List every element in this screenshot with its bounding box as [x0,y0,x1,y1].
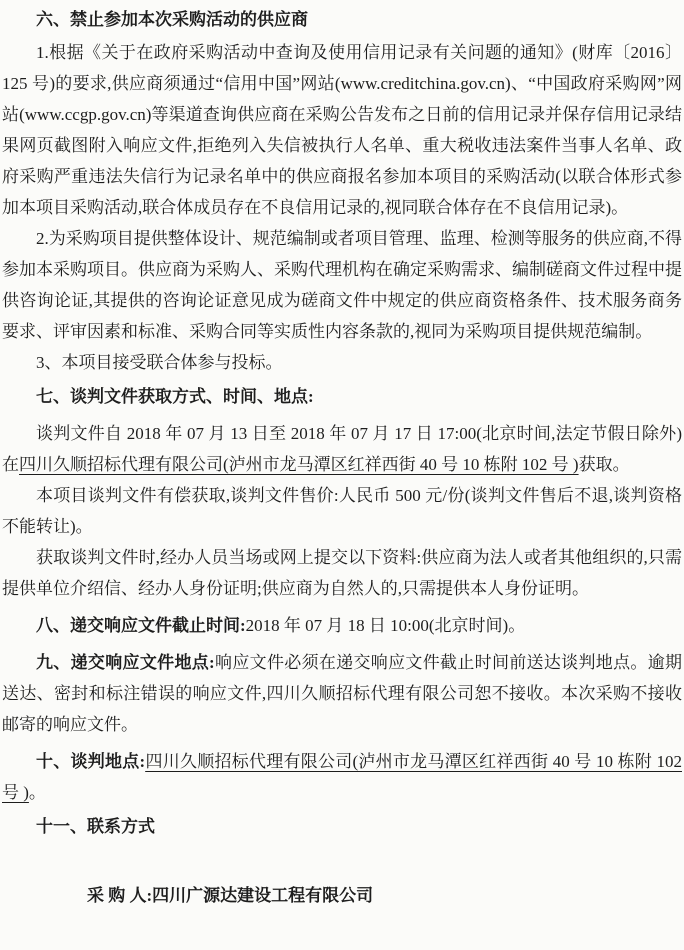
text-run: 十一、联系方式 [36,817,155,836]
text-run: 。 [28,783,46,802]
para-obtain-materials [2,542,682,604]
para-consulting-restriction [2,223,682,347]
text-run: 七、谈判文件获取方式、时间、地点: [36,387,314,406]
para-document-obtain-time [2,418,682,480]
para-submission-place [2,647,682,740]
text-run: 获取。 [578,455,630,474]
heading-section-7 [2,381,682,412]
text-run: 八、递交响应文件截止时间: [36,616,246,635]
para-consortium-bidding [2,347,682,378]
para-submission-deadline [2,610,682,641]
heading-section-6 [2,4,682,35]
text-run: 响应文件必须在递交响应文件截止时间前送达谈判地点。逾期送达、密封和标注错误的响应文件,四川久顺招标代理有限公司恕不接收。本次采购不接收邮寄的响应文件。 [2,653,682,734]
text-run: 谈判文件自 2018 年 07 月 13 日至 2018 年 07 月 17 日 17:00(北京时间,法定节假日除外)在 [2,424,682,474]
para-document-price [2,480,682,542]
text-run: 九、递交响应文件地点: [36,653,215,672]
text-run: 本项目谈判文件有偿获取,谈判文件售价:人民币 500 元/份(谈判文件售后不退,谈判资格不能转让)。 [2,486,682,536]
heading-section-11 [2,811,682,842]
text-run: 3、本项目接受联合体参与投标。 [36,353,283,372]
text-run: 十、谈判地点: [36,752,146,771]
para-negotiation-place [2,746,682,808]
underlined-address-text: 四川久顺招标代理有限公司(泸州市龙马潭区红祥西街 40 号 10 栋附 102 号 ) [19,455,579,474]
text-run: 2018 年 07 月 18 日 10:00(北京时间)。 [245,616,526,635]
underlined-address-text: 四川久顺招标代理有限公司(泸州市龙马潭区红祥西街 40 号 10 栋附 102 号 ) [2,752,682,802]
text-run: 采 购 人:四川广源达建设工程有限公司 [87,886,374,905]
text-run: 1.根据《关于在政府采购活动中查询及使用信用记录有关问题的通知》(财库〔2016〕125 号)的要求,供应商须通过“信用中国”网站(www.creditchina.gov.cn)、“中国政府采购网”网站(www.ccgp.gov.cn)等渠道查询供应商在采购公告发布之日前的信用记录并保存信用记录结果网页截图附入响应文件,拒绝列入失信被执行人名单、重大税收违法案件当事人名单、政府采购严重违法失信行为记录名单中的供应商报名参加本项目的采购活动(以联合体形式参加本项目采购活动,联合体成员存在不良信用记录的,视同联合体存在不良信用记录)。 [2,43,682,217]
contact-purchaser [2,880,682,911]
text-run: 六、禁止参加本次采购活动的供应商 [36,10,308,29]
text-run: 获取谈判文件时,经办人员当场或网上提交以下资料:供应商为法人或者其他组织的,只需提供单位介绍信、经办人身份证明;供应商为自然人的,只需提供本人身份证明。 [2,548,682,598]
para-credit-record-requirement [2,37,682,223]
text-run: 2.为采购项目提供整体设计、规范编制或者项目管理、监理、检测等服务的供应商,不得参加本采购项目。供应商为采购人、采购代理机构在确定采购需求、编制磋商文件过程中提供咨询论证,其提供的咨询论证意见成为磋商文件中规定的供应商资格条件、技术服务商务要求、评审因素和标准、采购合同等实质性内容条款的,视同为采购项目提供规范编制。 [2,229,682,341]
